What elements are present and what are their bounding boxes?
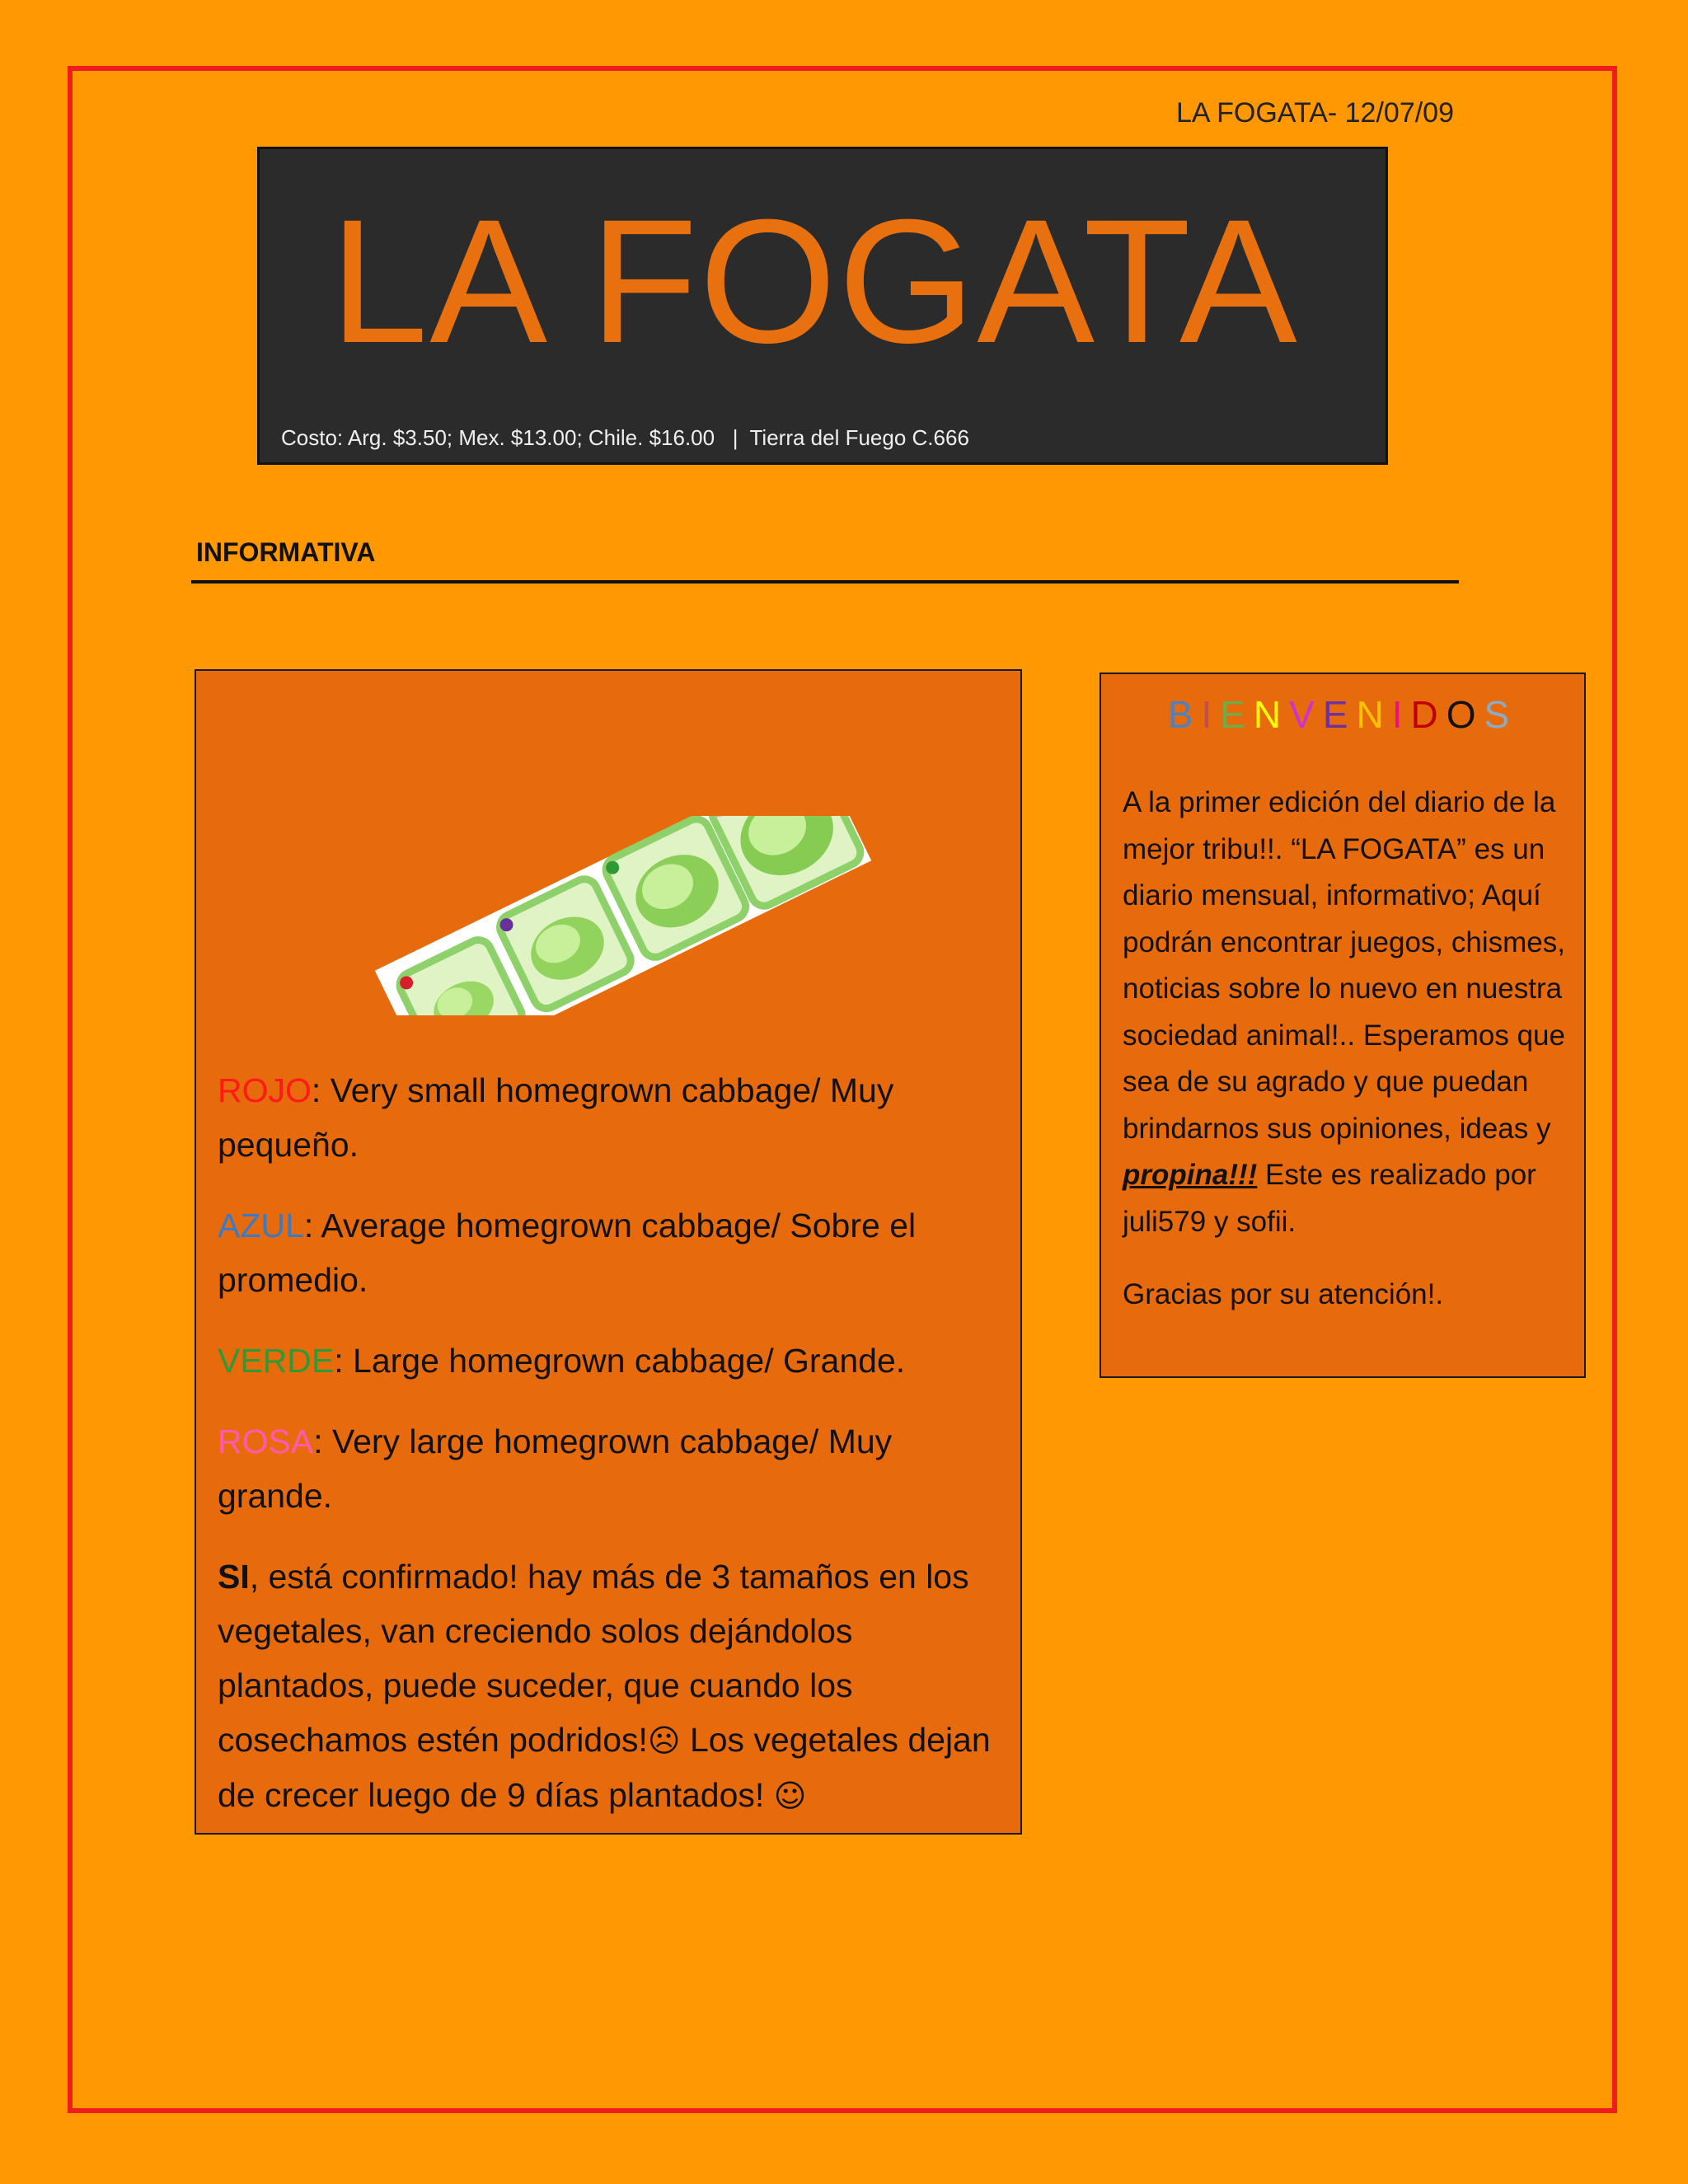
legend-item-rojo (218, 1063, 1009, 1172)
note-bold-word: SI (218, 1558, 250, 1596)
legend-description: : Large homegrown cabbage/ Grande. (334, 1342, 906, 1380)
welcome-closing: Gracias por su atención!. (1123, 1278, 1444, 1310)
legend-description: : Average homegrown cabbage/ Sobre el promedio. (218, 1207, 917, 1299)
article-note (218, 1549, 1009, 1823)
legend-color-word: ROJO (218, 1071, 312, 1109)
cabbage-legend (218, 1063, 1009, 1849)
legend-item-rosa (218, 1414, 1009, 1523)
happy-face-icon: ☺ (773, 1778, 807, 1814)
welcome-body (1123, 780, 1574, 1345)
welcome-heading-letter: N (1356, 693, 1392, 736)
legend-item-azul (218, 1198, 1009, 1307)
welcome-paragraph (1123, 780, 1574, 1245)
welcome-heading-letter: E (1220, 693, 1254, 736)
welcome-box (1100, 673, 1586, 1378)
welcome-heading (1101, 692, 1584, 737)
legend-item-verde (218, 1333, 1009, 1388)
main-article (195, 669, 1022, 1835)
welcome-heading-letter: B (1167, 693, 1202, 736)
cabbage-sizes-image (349, 816, 897, 1015)
legend-color-word: ROSA (218, 1422, 314, 1460)
legend-description: : Very small homegrown cabbage/ Muy pequeño. (218, 1071, 894, 1164)
welcome-heading-letter: O (1446, 693, 1484, 736)
welcome-heading-letter: I (1201, 693, 1221, 736)
propina-emphasis: propina!!! (1123, 1159, 1258, 1191)
legend-color-word: VERDE (218, 1342, 335, 1380)
welcome-heading-letter: V (1289, 693, 1323, 736)
welcome-text-2: Este es realizado por juli579 y sofii. (1123, 1159, 1536, 1238)
welcome-heading-letter: S (1484, 693, 1518, 736)
section-label: INFORMATIVA (196, 537, 376, 567)
masthead-title: LA FOGATA (330, 183, 1299, 380)
sad-face-icon: ☹ (647, 1722, 681, 1759)
legend-color-word: AZUL (218, 1207, 304, 1244)
welcome-text: A la primer edición del diario de la mejor tribu!!. “LA FOGATA” es un diario mensual, informativo; Aquí podrán encontrar juegos, chismes, noticias sobre lo nuevo en nuestra sociedad animal!.. Esperamos que sea de su agrado y que puedan brindarnos sus opiniones, ideas y (1123, 786, 1565, 1145)
welcome-heading-letter: I (1391, 693, 1411, 736)
note-text-1: , está confirmado! hay más de 3 tamaños en los vegetales, van creciendo solos dejándolos plantados, puede suceder, que cuando los cosechamos estén podridos! (218, 1558, 969, 1759)
masthead (257, 147, 1388, 465)
welcome-heading-letter: D (1410, 693, 1447, 736)
section-divider (191, 580, 1459, 583)
welcome-heading-letter: E (1322, 693, 1357, 736)
masthead-price-line: Costo: Arg. $3.50; Mex. $13.00; Chile. $16.00 | Tierra del Fuego C.666 (281, 425, 969, 450)
note-text-2: Los vegetales dejan de crecer luego de 9 días plantados! (218, 1721, 991, 1814)
legend-description: : Very large homegrown cabbage/ Muy grande. (218, 1422, 893, 1515)
welcome-heading-letter: N (1253, 693, 1290, 736)
header-date: LA FOGATA- 12/07/09 (1175, 97, 1454, 129)
